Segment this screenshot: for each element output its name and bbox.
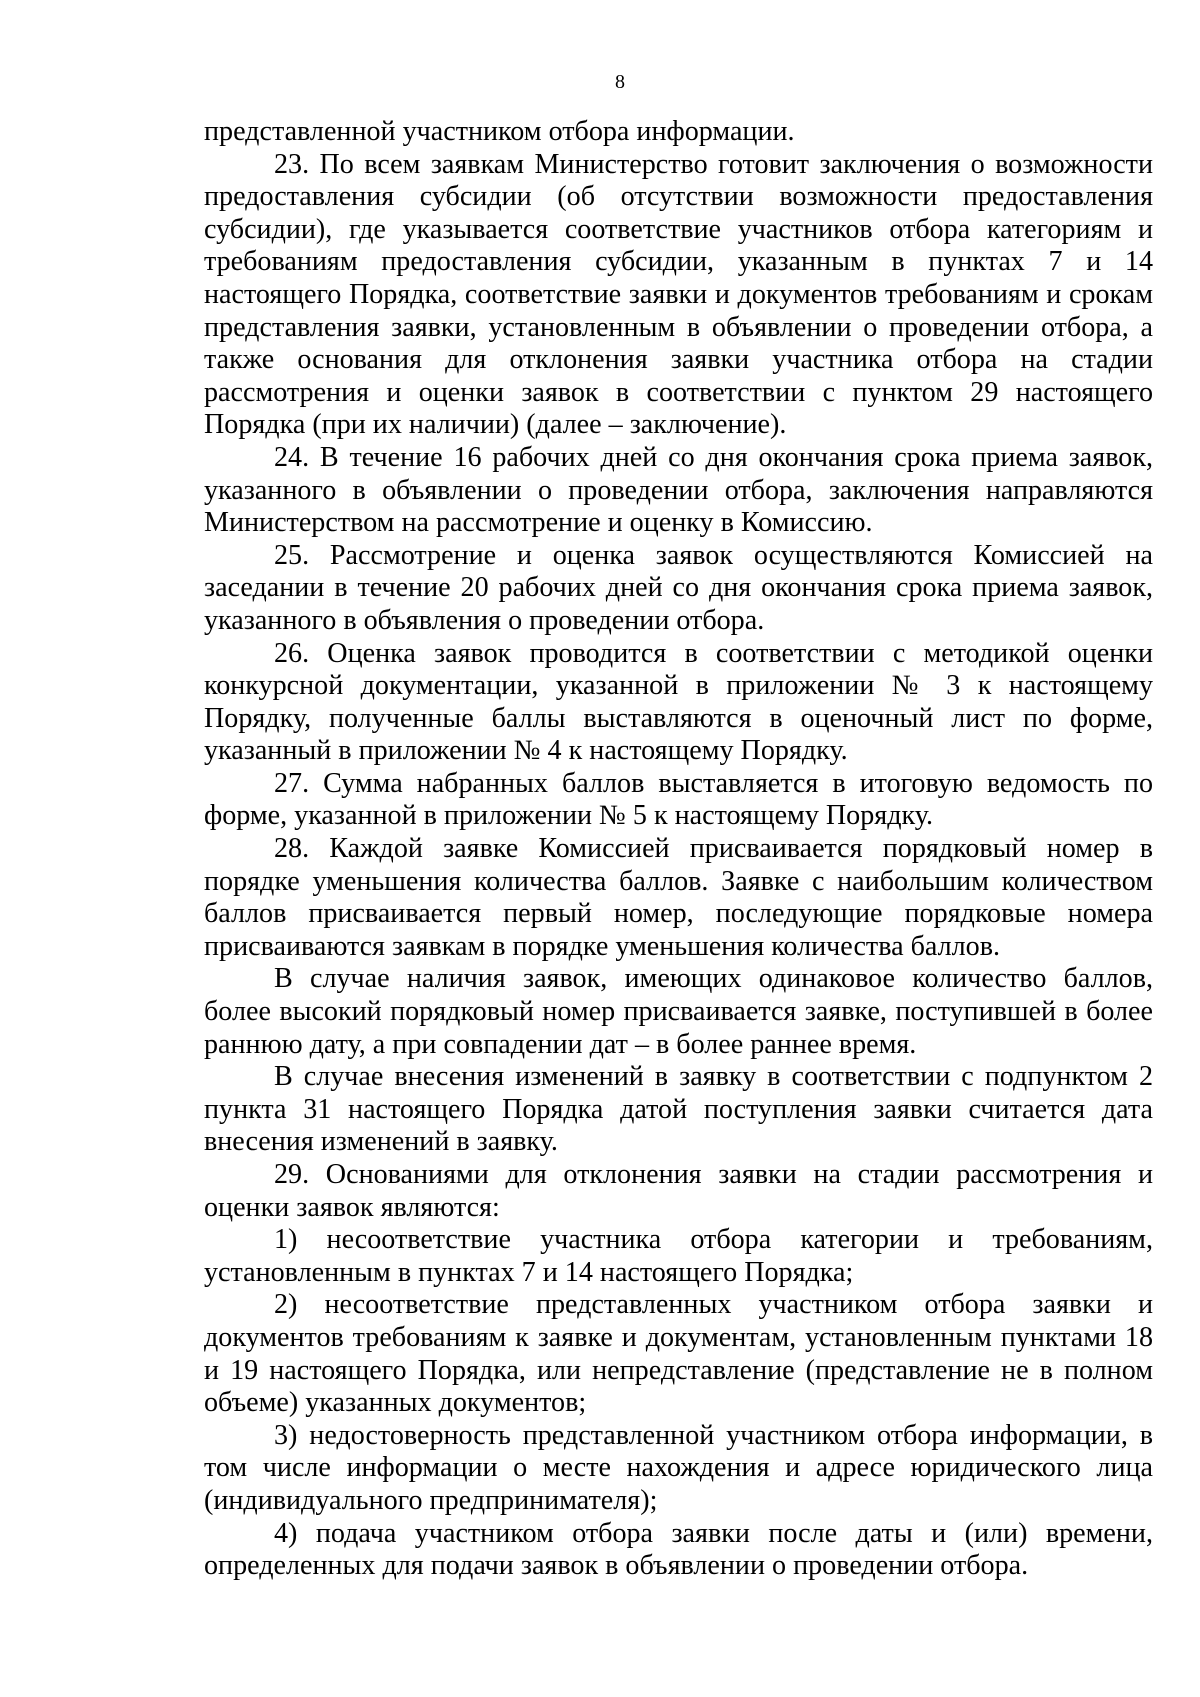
- paragraph-continuation: представленной участником отбора информации.: [204, 116, 795, 147]
- page-number: 8: [615, 71, 625, 93]
- paragraph-28-changes: В случае внесения изменений в заявку в соответствии с подпунктом 2 пункта 31 настоящего Порядка датой поступления заявки считается дата внесения изменений в заявку.: [204, 1061, 1153, 1158]
- paragraph-23: 23. По всем заявкам Министерство готовит заключения о возможности предоставления субсидии (об отсутствии возможности предоставления субсидии), где указывается соответствие участников отбора категориям и требованиям предоставления субсидии, указанным в пунктах 7 и 14 настоящего Порядка, соответствие заявки и документов требованиям и срокам представления заявки, установленным в объявлении о проведении отбора, а также основания для отклонения заявки участника отбора на стадии рассмотрения и оценки заявок в соответствии с пунктом 29 настоящего Порядка (при их наличии) (далее – заключение).: [204, 148, 1153, 441]
- list-item-1: 1) несоответствие участника отбора категории и требованиям, установленным в пунктах 7 и 14 настоящего Порядка;: [204, 1224, 1153, 1288]
- list-item-4: 4) подача участником отбора заявки после даты и (или) времени, определенных для подачи заявок в объявлении о проведении отбора.: [204, 1517, 1153, 1582]
- list-item-2: 2) несоответствие представленных участником отбора заявки и документов требованиям к заявке и документам, установленным пунктами 18 и 19 настоящего Порядка, или непредставление (представление не в полном объеме) указанных документов;: [204, 1289, 1153, 1419]
- paragraph-27: 27. Сумма набранных баллов выставляется в итоговую ведомость по форме, указанной в приложении № 5 к настоящему Порядку.: [204, 767, 1153, 832]
- paragraph-28-equal-scores: В случае наличия заявок, имеющих одинаковое количество баллов, более высокий порядковый номер присваивается заявке, поступившей в более раннюю дату, а при совпадении дат – в более раннее время.: [204, 963, 1153, 1060]
- paragraph-25: 25. Рассмотрение и оценка заявок осуществляются Комиссией на заседании в течение 20 рабочих дней со дня окончания срока приема заявок, указанного в объявления о проведении отбора.: [204, 539, 1153, 636]
- document-body: [204, 116, 1153, 1583]
- paragraph-26: 26. Оценка заявок проводится в соответствии с методикой оценки конкурсной документации, указанной в приложении № 3 к настоящему Порядку, полученные баллы выставляются в оценочный лист по форме, указанный в приложении № 4 к настоящему Порядку.: [204, 637, 1153, 767]
- paragraph-24: 24. В течение 16 рабочих дней со дня окончания срока приема заявок, указанного в объявлении о проведении отбора, заключения направляются Министерством на рассмотрение и оценку в Комиссию.: [204, 441, 1153, 539]
- list-item-3: 3) недостоверность представленной участником отбора информации, в том числе информации о месте нахождения и адресе юридического лица (индивидуального предпринимателя);: [204, 1419, 1153, 1516]
- paragraph-28: 28. Каждой заявке Комиссией присваивается порядковый номер в порядке уменьшения количества баллов. Заявке с наибольшим количеством баллов присваивается первый номер, последующие порядковые номера присваиваются заявкам в порядке уменьшения количества баллов.: [204, 833, 1153, 962]
- paragraph-29: 29. Основаниями для отклонения заявки на стадии рассмотрения и оценки заявок являются:: [204, 1159, 1153, 1223]
